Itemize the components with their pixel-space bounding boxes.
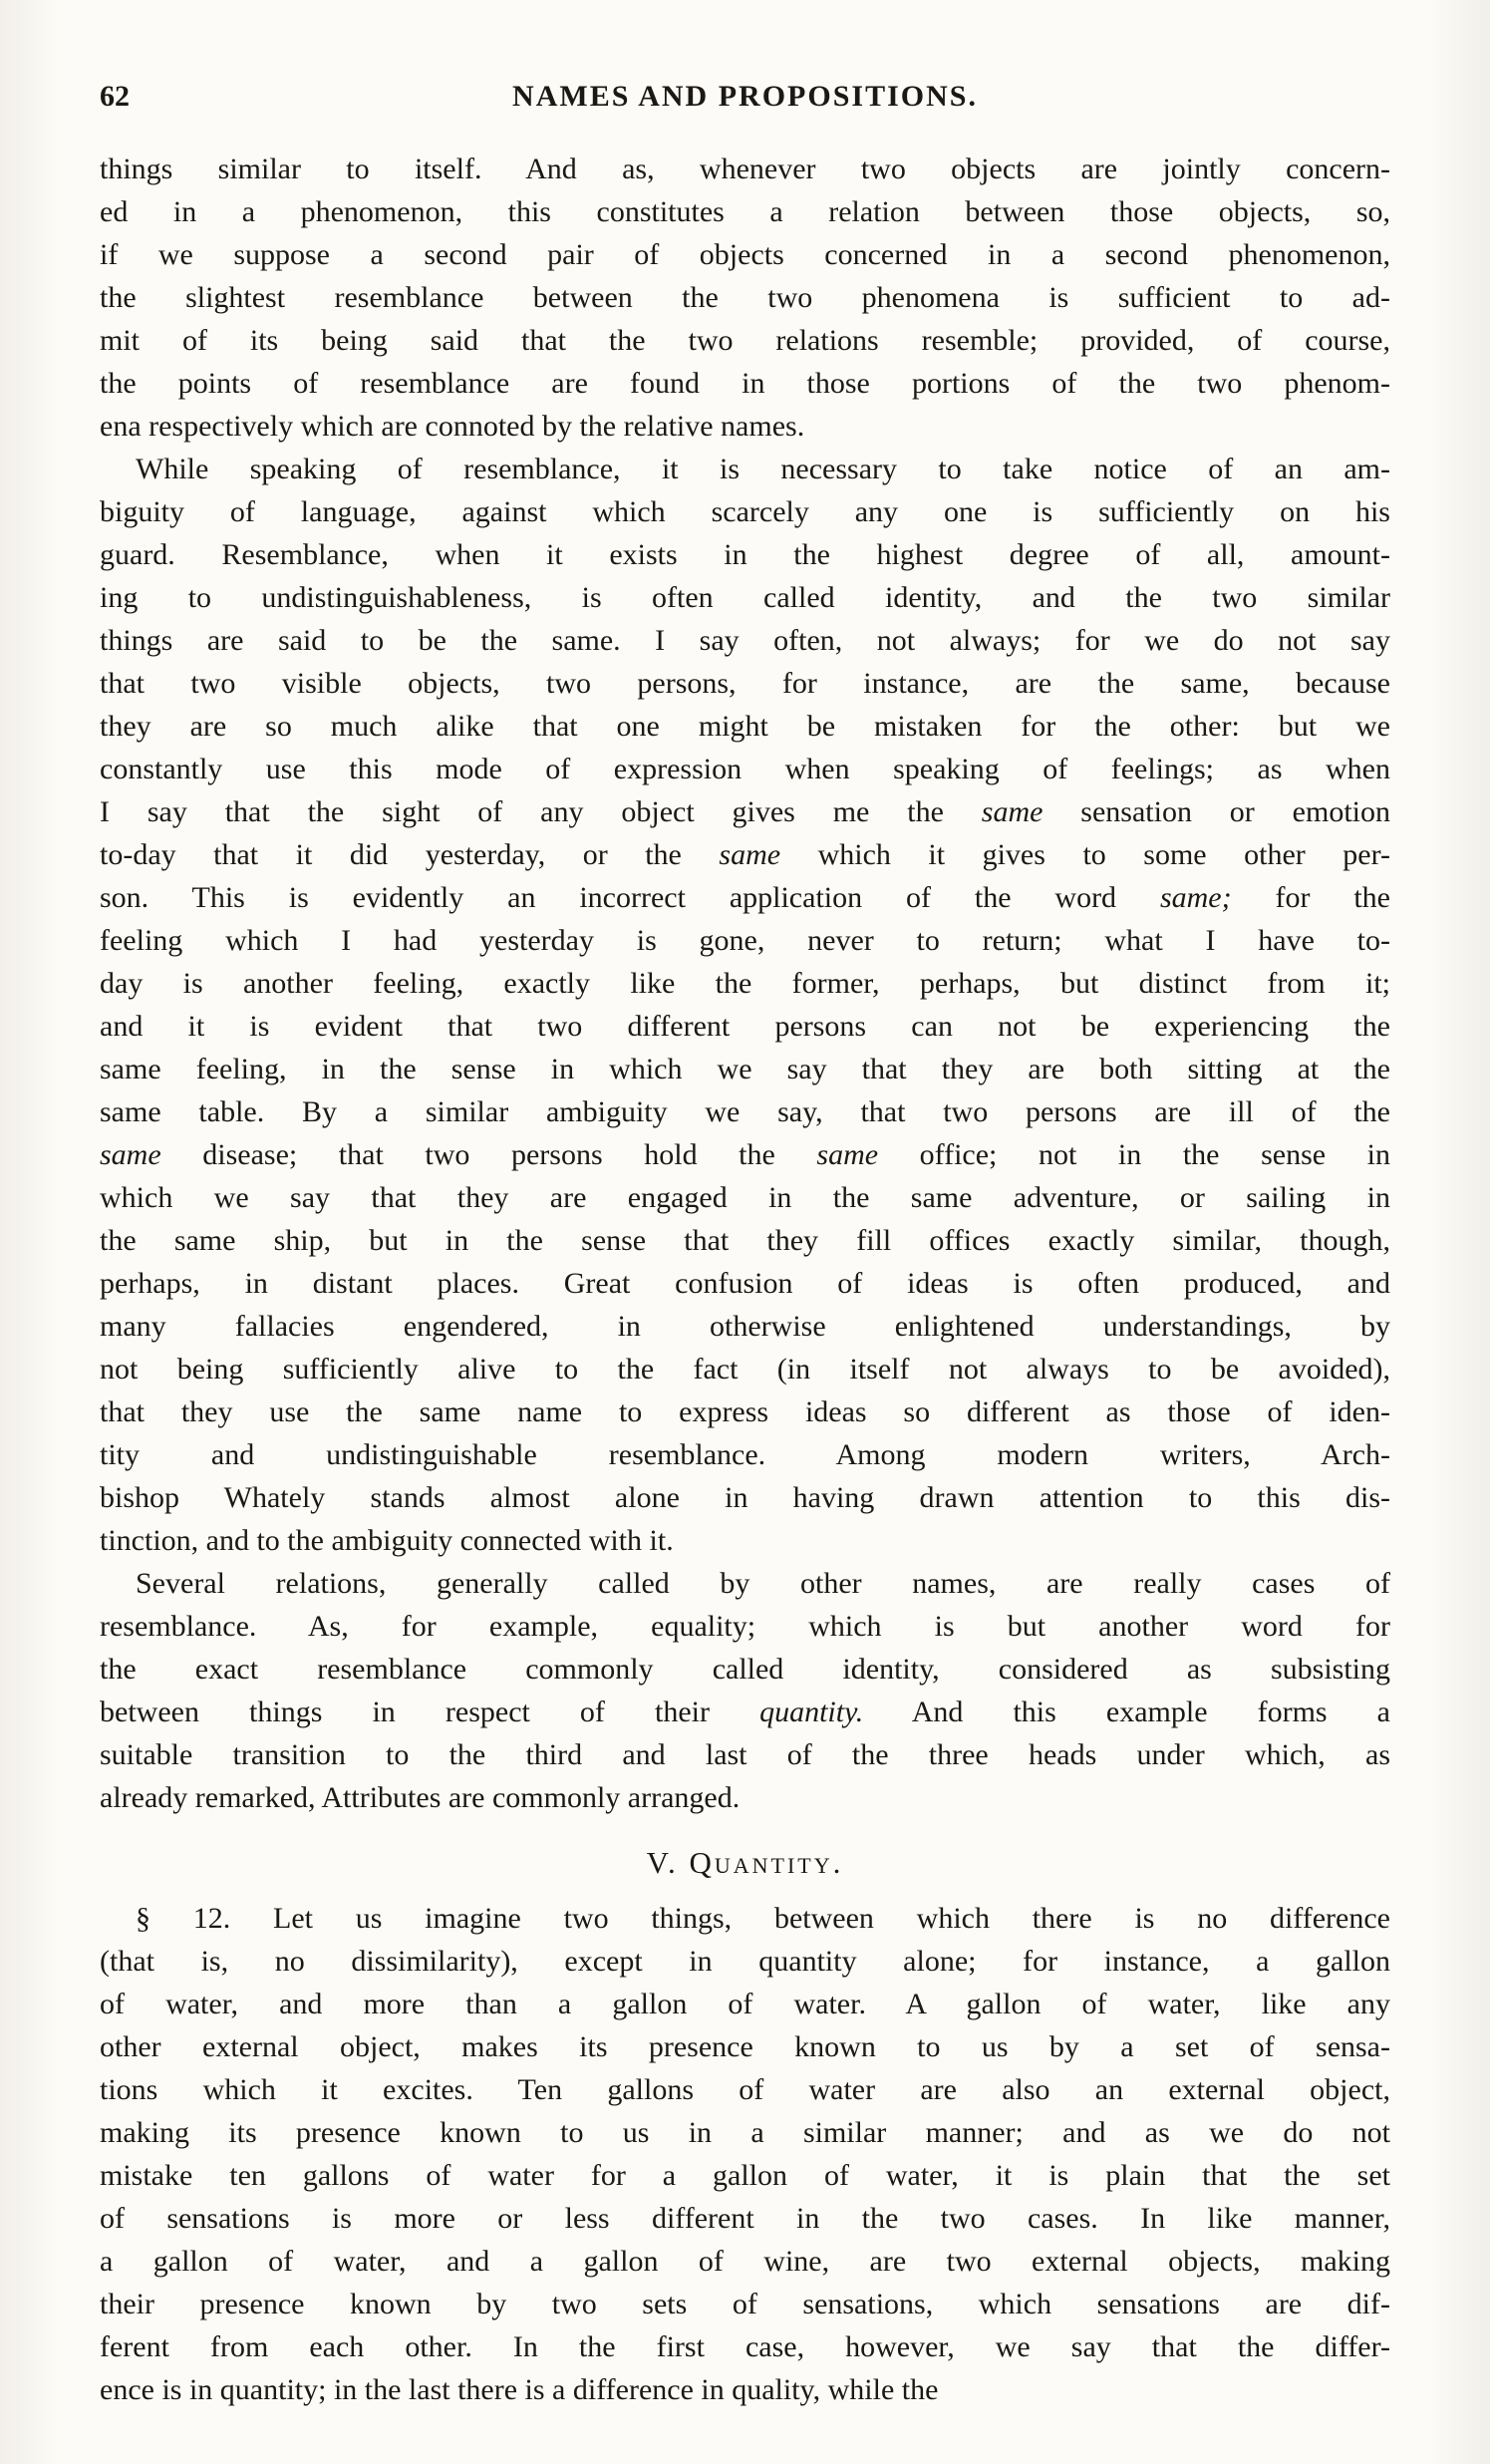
text-line bbox=[100, 490, 1390, 533]
text-segment: day is another feeling, exactly like the former, perhaps, but distinct from it; bbox=[100, 967, 1390, 1000]
text-segment: suitable transition to the third and last of the three heads under which, as bbox=[100, 1738, 1390, 1771]
text-segment: constantly use this mode of expression when speaking of feelings; as when bbox=[100, 753, 1390, 785]
text-segment: biguity of language, against which scarcely any one is sufficiently on his bbox=[100, 495, 1390, 528]
text-segment: (that is, no dissimilarity), except in quantity alone; for instance, a gallon bbox=[100, 1945, 1390, 1978]
text-line bbox=[100, 790, 1390, 833]
text-segment: ferent from each other. In the first case, however, we say that the differ- bbox=[100, 2330, 1390, 2363]
text-segment: sensation or emotion bbox=[1043, 795, 1390, 828]
text-segment: ed in a phenomenon, this constitutes a relation between those objects, so, bbox=[100, 195, 1390, 228]
text-segment: of sensations is more or less different in the two cases. In like manner, bbox=[100, 2202, 1390, 2235]
text-line bbox=[100, 1262, 1390, 1305]
text-line bbox=[100, 1940, 1390, 1983]
text-segment: § 12. Let us imagine two things, between which there is no difference bbox=[136, 1902, 1390, 1935]
text-segment: And this example forms a bbox=[863, 1695, 1390, 1728]
text-line bbox=[100, 1897, 1390, 1940]
text-segment: and it is evident that two different persons can not be experiencing the bbox=[100, 1010, 1390, 1043]
text-segment: to-day that it did yesterday, or the bbox=[100, 838, 720, 871]
text-segment: they are so much alike that one might be mistaken for the other: but we bbox=[100, 710, 1390, 743]
text-line bbox=[100, 1305, 1390, 1348]
text-segment: that two visible objects, two persons, for instance, are the same, because bbox=[100, 667, 1390, 700]
text-line bbox=[100, 876, 1390, 919]
text-line bbox=[100, 1605, 1390, 1648]
text-segment: if we suppose a second pair of objects concerned in a second phenomenon, bbox=[100, 238, 1390, 271]
text-segment: While speaking of resemblance, it is necessary to take notice of an am- bbox=[136, 453, 1390, 485]
text-segment: bishop Whately stands almost alone in having drawn attention to this dis- bbox=[100, 1481, 1390, 1514]
text-segment: the same ship, but in the sense that they fill offices exactly similar, though, bbox=[100, 1224, 1390, 1257]
text-line bbox=[100, 1133, 1390, 1176]
text-segment: a gallon of water, and a gallon of wine, are two external objects, making bbox=[100, 2245, 1390, 2278]
text-segment: the points of resemblance are found in those portions of the two phenom- bbox=[100, 367, 1390, 400]
text-line bbox=[100, 2325, 1390, 2368]
text-line bbox=[100, 1519, 1390, 1562]
text-segment: which it gives to some other per- bbox=[780, 838, 1390, 871]
text-segment: not being sufficiently alive to the fact (in itself not always to be avoided), bbox=[100, 1353, 1390, 1386]
text-segment: office; not in the sense in bbox=[878, 1138, 1390, 1171]
text-line bbox=[100, 362, 1390, 405]
page-body bbox=[100, 148, 1390, 2411]
text-segment: guard. Resemblance, when it exists in the highest degree of all, amount- bbox=[100, 538, 1390, 571]
text-line bbox=[100, 1348, 1390, 1390]
text-line bbox=[100, 1176, 1390, 1219]
italic-text: same; bbox=[1159, 881, 1232, 914]
text-line bbox=[100, 319, 1390, 362]
text-segment: already remarked, Attributes are commonly arranged. bbox=[100, 1781, 741, 1814]
text-line bbox=[100, 619, 1390, 662]
text-line bbox=[100, 576, 1390, 619]
italic-text: same bbox=[981, 795, 1043, 828]
text-line bbox=[100, 1090, 1390, 1133]
text-segment: things are said to be the same. I say often, not always; for we do not say bbox=[100, 624, 1390, 657]
text-line bbox=[100, 2240, 1390, 2283]
italic-text: same bbox=[719, 838, 781, 871]
text-line bbox=[100, 2283, 1390, 2325]
paragraph bbox=[100, 1562, 1390, 1819]
page-header bbox=[100, 80, 1390, 118]
text-segment: things similar to itself. And as, whenever two objects are jointly concern- bbox=[100, 153, 1390, 185]
text-line bbox=[100, 1219, 1390, 1262]
text-segment: I say that the sight of any object gives me the bbox=[100, 795, 982, 828]
italic-text: same bbox=[816, 1138, 879, 1171]
text-segment: between things in respect of their bbox=[100, 1695, 760, 1728]
text-line bbox=[100, 1733, 1390, 1776]
text-line bbox=[100, 2025, 1390, 2068]
text-segment: tity and undistinguishable resemblance. Among modern writers, Arch- bbox=[100, 1438, 1390, 1471]
text-line bbox=[100, 1048, 1390, 1090]
text-line bbox=[100, 448, 1390, 490]
text-segment: ing to undistinguishableness, is often called identity, and the two similar bbox=[100, 581, 1390, 614]
text-segment: Several relations, generally called by other names, are really cases of bbox=[136, 1567, 1390, 1600]
text-segment: other external object, makes its presence known to us by a set of sensa- bbox=[100, 2030, 1390, 2063]
text-line bbox=[100, 2111, 1390, 2154]
text-segment: for the bbox=[1231, 881, 1390, 914]
text-segment: mistake ten gallons of water for a gallon of water, it is plain that the set bbox=[100, 2159, 1390, 2192]
text-line bbox=[100, 1562, 1390, 1605]
text-segment: which we say that they are engaged in the same adventure, or sailing in bbox=[100, 1181, 1390, 1214]
text-line bbox=[100, 233, 1390, 276]
text-line bbox=[100, 1776, 1390, 1819]
running-head: NAMES AND PROPOSITIONS. bbox=[512, 80, 978, 113]
text-line bbox=[100, 2154, 1390, 2197]
text-segment: of water, and more than a gallon of water. A gallon of water, like any bbox=[100, 1988, 1390, 2020]
text-segment: perhaps, in distant places. Great confusion of ideas is often produced, and bbox=[100, 1267, 1390, 1300]
section-heading: V. Quantity. bbox=[646, 1845, 844, 1880]
text-line bbox=[100, 2368, 1390, 2411]
text-segment: tinction, and to the ambiguity connected with it. bbox=[100, 1524, 674, 1557]
text-line bbox=[100, 748, 1390, 790]
text-line bbox=[100, 148, 1390, 190]
text-line bbox=[100, 1390, 1390, 1433]
text-line bbox=[100, 2068, 1390, 2111]
text-segment: their presence known by two sets of sensations, which sensations are dif- bbox=[100, 2288, 1390, 2320]
text-line bbox=[100, 919, 1390, 962]
text-segment: making its presence known to us in a similar manner; and as we do not bbox=[100, 2116, 1390, 2149]
text-line bbox=[100, 1005, 1390, 1048]
text-line bbox=[100, 662, 1390, 705]
italic-text: quantity. bbox=[759, 1695, 864, 1728]
text-segment: same feeling, in the sense in which we say that they are both sitting at the bbox=[100, 1053, 1390, 1085]
page-number: 62 bbox=[100, 80, 130, 113]
text-segment: tions which it excites. Ten gallons of water are also an external object, bbox=[100, 2073, 1390, 2106]
text-segment: the exact resemblance commonly called identity, considered as subsisting bbox=[100, 1653, 1390, 1686]
text-segment: ence is in quantity; in the last there is a difference in quality, while the bbox=[100, 2373, 939, 2406]
text-segment: many fallacies engendered, in otherwise enlightened understandings, by bbox=[100, 1310, 1390, 1343]
text-segment: mit of its being said that the two relations resemble; provided, of course, bbox=[100, 324, 1390, 357]
paragraph bbox=[100, 148, 1390, 448]
text-line bbox=[100, 1983, 1390, 2025]
text-line bbox=[100, 190, 1390, 233]
text-segment: son. This is evidently an incorrect application of the word bbox=[100, 881, 1160, 914]
text-segment: disease; that two persons hold the bbox=[160, 1138, 817, 1171]
text-segment: feeling which I had yesterday is gone, never to return; what I have to- bbox=[100, 924, 1390, 957]
paragraph bbox=[100, 448, 1390, 1562]
text-line bbox=[100, 533, 1390, 576]
text-line bbox=[100, 2197, 1390, 2240]
text-line bbox=[100, 1476, 1390, 1519]
text-line bbox=[100, 1648, 1390, 1691]
paragraph bbox=[100, 1897, 1390, 2411]
text-line bbox=[100, 962, 1390, 1005]
text-line bbox=[100, 1433, 1390, 1476]
text-line bbox=[100, 276, 1390, 319]
text-segment: ena respectively which are connoted by the relative names. bbox=[100, 410, 805, 443]
text-line bbox=[100, 833, 1390, 876]
text-segment: that they use the same name to express ideas so different as those of iden- bbox=[100, 1395, 1390, 1428]
text-line bbox=[100, 1691, 1390, 1733]
text-segment: same table. By a similar ambiguity we say, that two persons are ill of the bbox=[100, 1095, 1390, 1128]
text-line bbox=[100, 405, 1390, 448]
text-segment: the slightest resemblance between the two phenomena is sufficient to ad- bbox=[100, 281, 1390, 314]
text-segment: resemblance. As, for example, equality; which is but another word for bbox=[100, 1610, 1390, 1643]
text-line bbox=[100, 705, 1390, 748]
italic-text: same bbox=[100, 1138, 161, 1171]
